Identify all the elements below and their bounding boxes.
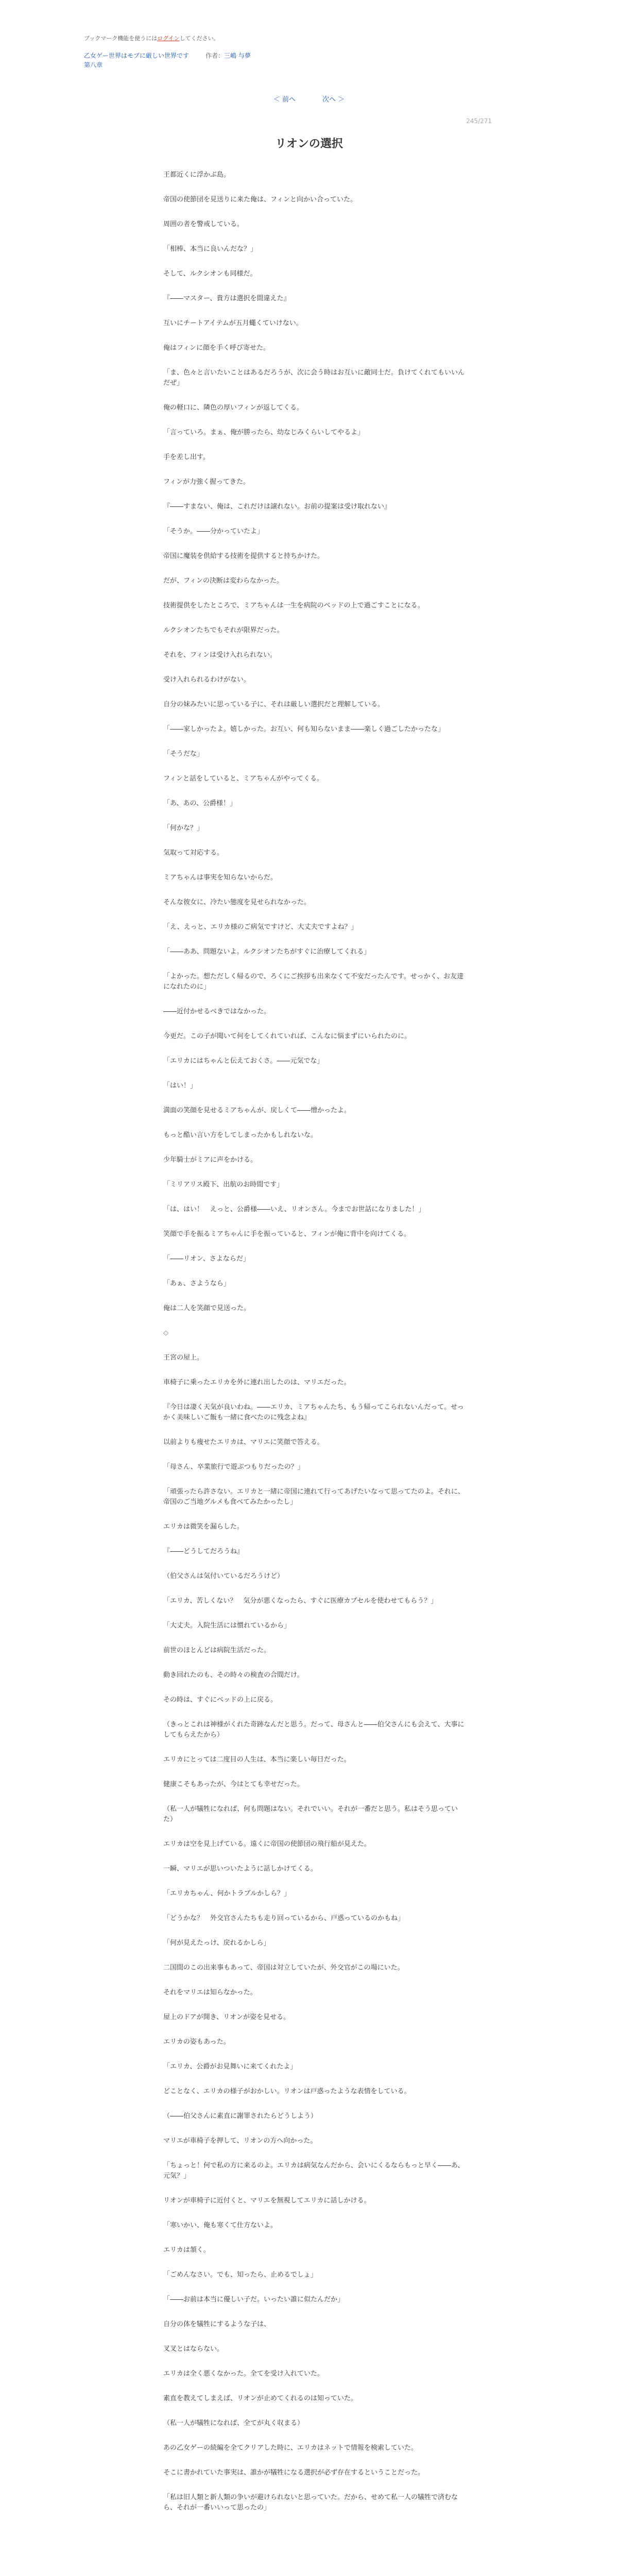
body-paragraph: ――近付かせるべきではなかった。 bbox=[163, 1008, 271, 1015]
prev-link[interactable]: ＜ 前へ bbox=[273, 96, 296, 104]
novel-body bbox=[163, 170, 467, 2528]
body-paragraph: （――伯父さんに素直に謝罪されたらどうしよう） bbox=[163, 2112, 318, 2120]
pager bbox=[0, 94, 618, 104]
body-paragraph: 互いにチートアイテムが五月蠅くていけない。 bbox=[163, 319, 303, 327]
body-paragraph: 俺はフィンに顔を手く呼び寄せた。 bbox=[163, 344, 270, 352]
body-paragraph: 俺は二人を笑顔で見送った。 bbox=[163, 1304, 251, 1312]
work-header bbox=[84, 52, 251, 69]
body-paragraph: 満面の笑顔を見せるミアちゃんが、戻しくて――憎かったよ。 bbox=[163, 1107, 351, 1114]
body-paragraph: 「エリカちゃん、何かトラブルかしら？」 bbox=[163, 1890, 291, 1897]
body-paragraph: フィンと話をしていると、ミアちゃんがやってくる。 bbox=[163, 775, 323, 783]
body-paragraph: 健康こそもあったが、今はとても幸せだった。 bbox=[163, 1781, 304, 1788]
body-paragraph: 「寒いかい、俺も寒くて仕方ないよ。 bbox=[163, 2222, 278, 2229]
body-paragraph: 「――リオン、さよならだ」 bbox=[163, 1255, 250, 1263]
body-paragraph: 素直を教えてしまえば、リオンが止めてくれるのは知っていた。 bbox=[163, 2395, 357, 2402]
body-paragraph: 俺の軽口に、隣色の厚いフィンが返してくる。 bbox=[163, 404, 303, 412]
body-paragraph: （私一人が犠牲になれば、何も問題はない。それでいい。それが一番だと思う。私はそう思っていた） bbox=[163, 1805, 458, 1823]
body-paragraph: 受け入れられるわけがない。 bbox=[163, 676, 251, 684]
body-paragraph: 今更だ。この子が聞いて何をしてくれていれば、こんなに悩まずにいられたのに。 bbox=[163, 1032, 411, 1040]
body-paragraph: 帝国に魔装を供給する技術を提供すると持ちかけた。 bbox=[163, 552, 324, 560]
body-paragraph: エリカは全く悪くなかった。全てを受け入れていた。 bbox=[163, 2370, 324, 2378]
body-paragraph: 王都近くに浮かぶ島。 bbox=[163, 171, 231, 179]
body-paragraph: そこに書かれていた事実は、誰かが犠牲になる選択が必ず存在するということだった。 bbox=[163, 2469, 425, 2477]
body-paragraph: リオンが車椅子に近付くと、マリエを無視してエリカに話しかける。 bbox=[163, 2197, 371, 2205]
body-paragraph: 自分の妹みたいに思っている子に、それは厳しい選択だと理解している。 bbox=[163, 701, 385, 708]
body-paragraph: 技術提供をしたところで、ミアちゃんは一生を病院のベッドの上で過ごすことになる。 bbox=[163, 602, 424, 609]
body-paragraph: 「何が見えたっけ、戻れるかしら」 bbox=[163, 1939, 270, 1947]
body-paragraph: それをマリエは知らなかった。 bbox=[163, 1989, 257, 1996]
body-paragraph: 『――マスター、貴方は選択を間違えた』 bbox=[163, 295, 290, 302]
body-paragraph: （伯父さんは気付いているだろうけど） bbox=[163, 1572, 284, 1580]
body-paragraph: エリカは空を見上げている。遠くに帝国の使節団の飛行船が見えた。 bbox=[163, 1840, 371, 1848]
body-paragraph: 自分の体を犠牲にするような子は、 bbox=[163, 2320, 271, 2328]
body-paragraph: 「あぁ、さようなら」 bbox=[163, 1280, 230, 1287]
body-paragraph: マリエが車椅子を押して、リオンの方へ向かった。 bbox=[163, 2137, 317, 2145]
next-link[interactable]: 次へ ＞ bbox=[322, 96, 345, 104]
body-paragraph: 屋上のドアが開き、リオンが姿を見せる。 bbox=[163, 2013, 290, 2021]
body-paragraph: 「ちょっと！何で私の方に来るのよ。エリカは病気なんだから、会いにくるならもっと早く――あ、元気？」 bbox=[163, 2162, 465, 2180]
author-link[interactable]: 三嶋 与夢 bbox=[224, 52, 251, 59]
header-separator bbox=[194, 52, 200, 59]
body-paragraph: 動き回れたのも、その時々の検査の合間だけ。 bbox=[163, 1671, 304, 1679]
body-paragraph: 「エリカ、公爵がお見舞いに来てくれたよ」 bbox=[163, 2063, 297, 2071]
body-paragraph: エリカにとっては二度目の人生は、本当に楽しい毎日だった。 bbox=[163, 1756, 351, 1764]
body-paragraph: 一瞬、マリエが思いついたように話しかけてくる。 bbox=[163, 1865, 317, 1873]
body-paragraph: 以前よりも痩せたエリカは、マリエに笑顔で答える。 bbox=[163, 1438, 324, 1446]
body-paragraph: 「ごめんなさい。でも、知ったら、止めるでしょ」 bbox=[163, 2271, 317, 2279]
body-paragraph: 「エリカ、苦しくない？ 気分が悪くなったら、すぐに医療カプセルを使わせてもらう？」 bbox=[163, 1597, 438, 1605]
body-paragraph: 「ミリアリス殿下、出航のお時間です」 bbox=[163, 1181, 284, 1189]
body-paragraph: あの乙女ゲーの続編を全てクリアした時に、エリカはネットで情報を検索していた。 bbox=[163, 2444, 418, 2452]
body-paragraph: 手を差し出す。 bbox=[163, 453, 210, 461]
chapter-title: リオンの選択 bbox=[275, 138, 343, 150]
body-paragraph: 「母さん、卒業旅行で遊ぶつもりだったの？」 bbox=[163, 1463, 304, 1471]
body-paragraph: 「私は旧人類と新人類の争いが避けられないと思っていた。だから、せめて私一人の犠牲で済むなら、それが一番いいって思ったの」 bbox=[163, 2494, 458, 2512]
body-paragraph: 少年騎士がミアに声をかける。 bbox=[163, 1156, 258, 1164]
body-paragraph: 『――どうしてだろうね』 bbox=[163, 1548, 244, 1555]
body-paragraph: 『――すまない、俺は、これだけは譲れない。お前の提案は受け取れない』 bbox=[163, 503, 391, 511]
body-paragraph: 「は、はい！ えっと、公爵様――いえ、リオンさん。今までお世話になりました！」 bbox=[163, 1206, 425, 1213]
body-paragraph: 帝国の使節団を見送りに来た俺は、フィンと向かい合っていた。 bbox=[163, 196, 357, 204]
body-paragraph: もっと酷い言い方をしてしまったかもしれないな。 bbox=[163, 1131, 318, 1139]
body-paragraph: 二国間のこの出来事もあって、帝国は対立していたが、外交官がこの場にいた。 bbox=[163, 1964, 404, 1972]
body-paragraph: そして、ルクシオンも同様だ。 bbox=[163, 270, 257, 278]
body-paragraph: 「そうか。――分かっていたよ」 bbox=[163, 528, 264, 535]
body-paragraph: 「――お前は本当に優しい子だ。いったい誰に似たんだか」 bbox=[163, 2296, 345, 2303]
body-paragraph: 「――家しかったよ。嬉しかった。お互い、何も知らないまま――楽しく過ごしたかったな」 bbox=[163, 725, 445, 733]
body-paragraph: そんな彼女に、冷たい態度を見せられなかった。 bbox=[163, 899, 311, 906]
body-paragraph: 「どうかな？ 外交官さんたちも走り回っているから、戸惑っているのかもね」 bbox=[163, 1914, 405, 1922]
body-paragraph: （私一人が犠牲になれば、全てが丸く収まる） bbox=[163, 2419, 304, 2427]
body-paragraph: 「言っていろ。まぁ、俺が勝ったら、幼なじみくらいしてやるよ」 bbox=[163, 429, 365, 436]
body-paragraph: 周囲の者を警戒している。 bbox=[163, 221, 244, 228]
body-paragraph: 「相棒、本当に良いんだな？」 bbox=[163, 245, 258, 253]
body-paragraph: 前世のほとんどは病院生活だった。 bbox=[163, 1647, 271, 1654]
page-number: 245/271 bbox=[466, 117, 492, 125]
body-paragraph: （きっとこれは神様がくれた奇跡なんだと思う。だって、母さんと――伯父さんにも会えて、大事にしてもらえたから） bbox=[163, 1721, 465, 1739]
body-paragraph: 「そうだな」 bbox=[163, 750, 204, 758]
body-paragraph: エリカは頷く。 bbox=[163, 2246, 210, 2254]
body-paragraph: 「――ああ、問題ないよ。ルクシオンたちがすぐに治療してくれる」 bbox=[163, 948, 371, 956]
work-title-link[interactable]: 乙女ゲー世界はモブに厳しい世界です bbox=[84, 52, 190, 59]
body-paragraph: 「よかった。想ただしく帰るので、ろくにご挨拶も出来なくて不安だったんです。せっかく、お友達になれたのに」 bbox=[163, 973, 464, 991]
body-paragraph: 気取って対応する。 bbox=[163, 849, 224, 857]
body-paragraph: 「エリカにはちゃんと伝えておくさ。――元気でな」 bbox=[163, 1057, 324, 1065]
bookmark-login-note bbox=[84, 34, 219, 42]
body-paragraph: 「ま、色々と言いたいことはあるだろうが、次に会う時はお互いに敵同士だ。負けてくれてもいいんだぜ」 bbox=[163, 369, 465, 387]
body-paragraph: それを、フィンは受け入れられない。 bbox=[163, 651, 277, 659]
body-paragraph: 「何かな？」 bbox=[163, 824, 204, 832]
body-paragraph: 「頑張ったら許さない。エリカと一緒に帝国に連れて行ってあげたいなって思ってたのよ。それに、帝国のご当地グルメも食べてみたかったし」 bbox=[163, 1488, 465, 1506]
body-paragraph: 『今日は凄く天気が良いわね。――エリカ、ミアちゃんたち、もう帰ってこられないんだって。せっかく美味しいご飯も一緒に食べたのに残念よね』 bbox=[163, 1403, 464, 1421]
login-link[interactable]: ログイン bbox=[157, 35, 180, 42]
body-paragraph: 「はい！」 bbox=[163, 1082, 197, 1090]
note-after: してください。 bbox=[179, 35, 219, 42]
note-before: ブックマーク機能を使うには bbox=[84, 35, 158, 42]
body-paragraph: エリカの姿もあった。 bbox=[163, 2038, 230, 2046]
body-paragraph: 「え、えっと、エリカ様のご病気ですけど、大丈夫ですよね？」 bbox=[163, 923, 358, 931]
body-paragraph: 王宮の屋上。 bbox=[163, 1354, 204, 1362]
body-paragraph: 「大丈夫。入院生活には慣れているから」 bbox=[163, 1622, 291, 1630]
body-paragraph: 「あ、あの、公爵様！」 bbox=[163, 800, 236, 807]
author-label: 作者： bbox=[205, 52, 225, 59]
body-paragraph: 笑顔で手を振るミアちゃんに手を振っていると、フィンが俺に背中を向けてくる。 bbox=[163, 1230, 410, 1238]
chapter-group-label: 第八章 bbox=[84, 61, 103, 69]
body-paragraph: だが、フィンの決断は変わらなかった。 bbox=[163, 577, 283, 585]
body-paragraph: 車椅子に乗ったエリカを外に連れ出したのは、マリエだった。 bbox=[163, 1379, 351, 1386]
body-paragraph: フィンが力強く握ってきた。 bbox=[163, 478, 250, 486]
body-paragraph: ミアちゃんは事実を知らないからだ。 bbox=[163, 874, 278, 882]
body-paragraph: エリカは微笑を漏らした。 bbox=[163, 1523, 244, 1531]
body-paragraph: 叉叉とはならない。 bbox=[163, 2345, 224, 2353]
body-paragraph: ルクシオンたちでもそれが限界だった。 bbox=[163, 626, 284, 634]
scene-break: ◇ bbox=[163, 1329, 168, 1337]
body-paragraph: その時は、すぐにベッドの上に戻る。 bbox=[163, 1696, 278, 1704]
body-paragraph: どことなく、エリカの様子がおかしい。リオンは戸惑ったような表情をしている。 bbox=[163, 2088, 411, 2095]
